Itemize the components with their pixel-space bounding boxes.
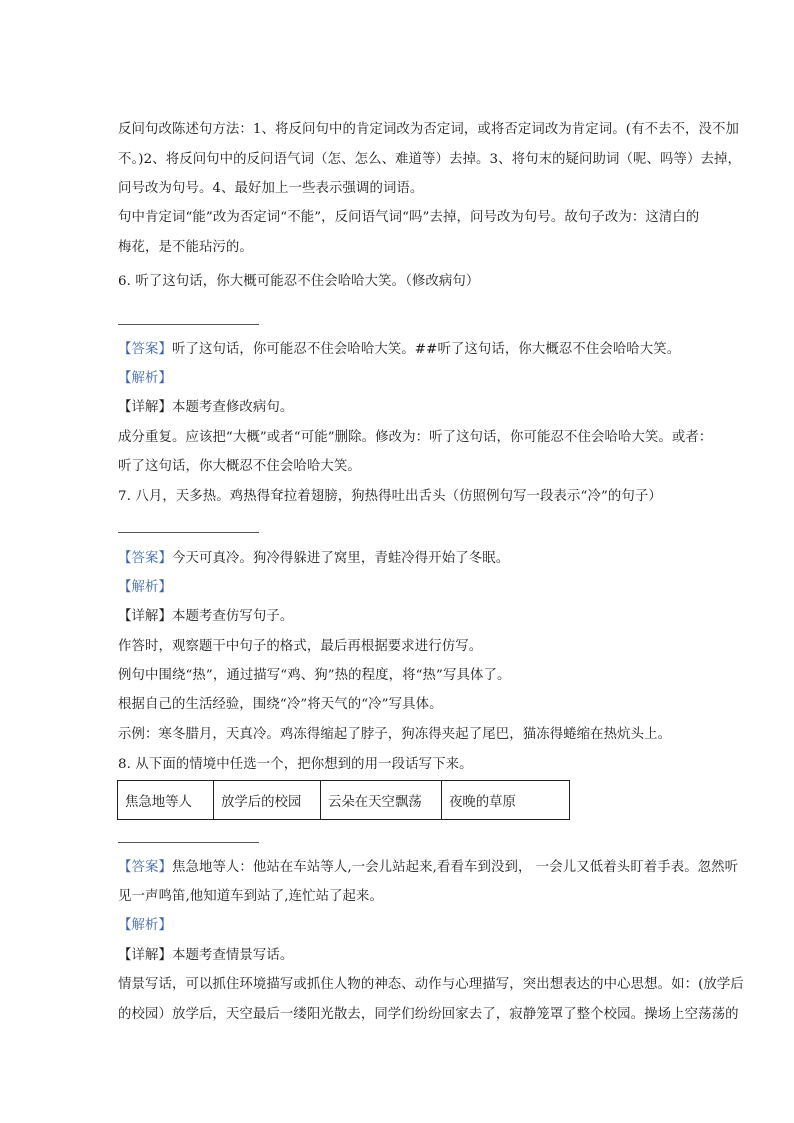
detail-text: 本题考查情景写话。 [171, 948, 294, 963]
text-line: 示例：寒冬腊月，天真冷。鸡冻得缩起了脖子，狗冻得夹起了尾巴，猫冻得蜷缩在热炕头上。 [118, 727, 672, 742]
detail-tag: 【详解】 [118, 400, 172, 415]
text-line: 根据自己的生活经验，围绕“冷”将天气的“冷”写具体。 [118, 697, 443, 712]
text-line: 不。)2、将反问句中的反问语气词（怎、怎么、难道等）去掉。3、将句末的疑问助词（呢、吗等）去掉， [118, 152, 741, 167]
detail-text: 本题考查修改病句。 [171, 400, 294, 415]
text-line: 见一声鸣笛,他知道车到站了,连忙站了起来。 [118, 889, 384, 904]
text-line: 情景写话，可以抓住环境描写或抓住人物的神态、动作与心理描写，突出想表达的中心思想。如：(放学后 [118, 977, 744, 992]
text-line: 听了这句话，你大概忍不住会哈哈大笑。 [118, 459, 361, 474]
detail-7 [118, 607, 293, 627]
text-line: 问号改为句号。4、最好加上一些表示强调的词语。 [118, 181, 424, 196]
analysis-tag: 【解析】 [118, 918, 172, 933]
answer-tag: 【答案】 [118, 551, 172, 566]
analysis-tag: 【解析】 [118, 580, 172, 595]
detail-tag: 【详解】 [118, 948, 172, 963]
answer-text: 焦急地等人：他站在车站等人,一会儿站起来,看看车到没到， 一会儿又低着头盯着手表。忽然听 [171, 860, 739, 875]
option-cell: 焦急地等人 [118, 781, 214, 820]
table-row [118, 781, 570, 820]
text-line: 成分重复。应该把“大概”或者“可能”删除。修改为：听了这句话，你可能忍不住会哈哈大笑。或者： [118, 430, 713, 445]
text-line: 的校园）放学后，天空最后一缕阳光散去，同学们纷纷回家去了，寂静笼罩了整个校园。操场上空荡荡的 [118, 1007, 739, 1022]
answer-blank-line [118, 532, 259, 533]
option-cell: 夜晚的草原 [442, 781, 570, 820]
analysis-tag: 【解析】 [118, 371, 172, 386]
text-line: 作答时，观察题干中句子的格式，最后再根据要求进行仿写。 [118, 639, 483, 654]
answer-tag: 【答案】 [118, 860, 172, 875]
text-line: 例句中围绕“热”，通过描写“鸡、狗”热的程度，将“热”写具体了。 [118, 668, 511, 683]
detail-8 [118, 946, 293, 966]
answer-7 [118, 549, 509, 569]
answer-text: 今天可真冷。狗冷得躲进了窝里，青蛙冷得开始了冬眠。 [171, 551, 510, 566]
answer-8 [118, 858, 738, 878]
text-line: 反问句改陈述句方法：1、将反问句中的肯定词改为否定词，或将否定词改为肯定词。(有不去不，没不加 [118, 122, 740, 137]
question-7: 7. 八月，天多热。鸡热得耷拉着翅膀，狗热得吐出舌头（仿照例句写一段表示“冷”的句子） [118, 489, 662, 504]
scenario-options-table [117, 780, 570, 820]
answer-tag: 【答案】 [118, 342, 172, 357]
option-cell: 云朵在天空飘荡 [321, 781, 442, 820]
answer-6 [118, 340, 680, 360]
question-8: 8. 从下面的情境中任选一个，把你想到的用一段话写下来。 [118, 757, 473, 772]
detail-tag: 【详解】 [118, 609, 172, 624]
text-line: 句中肯定词“能”改为否定词“不能”，反问语气词“吗”去掉，问号改为句号。故句子改为：这清白的 [118, 210, 700, 225]
answer-blank-line [118, 324, 259, 325]
detail-6 [118, 398, 293, 418]
text-line: 梅花，是不能玷污的。 [118, 240, 253, 255]
question-6: 6. 听了这句话，你大概可能忍不住会哈哈大笑。（修改病句） [118, 274, 480, 289]
answer-text: 听了这句话，你可能忍不住会哈哈大笑。##听了这句话，你大概忍不住会哈哈大笑。 [171, 342, 681, 357]
detail-text: 本题考查仿写句子。 [171, 609, 294, 624]
option-cell: 放学后的校园 [214, 781, 321, 820]
answer-blank-line [118, 842, 259, 843]
